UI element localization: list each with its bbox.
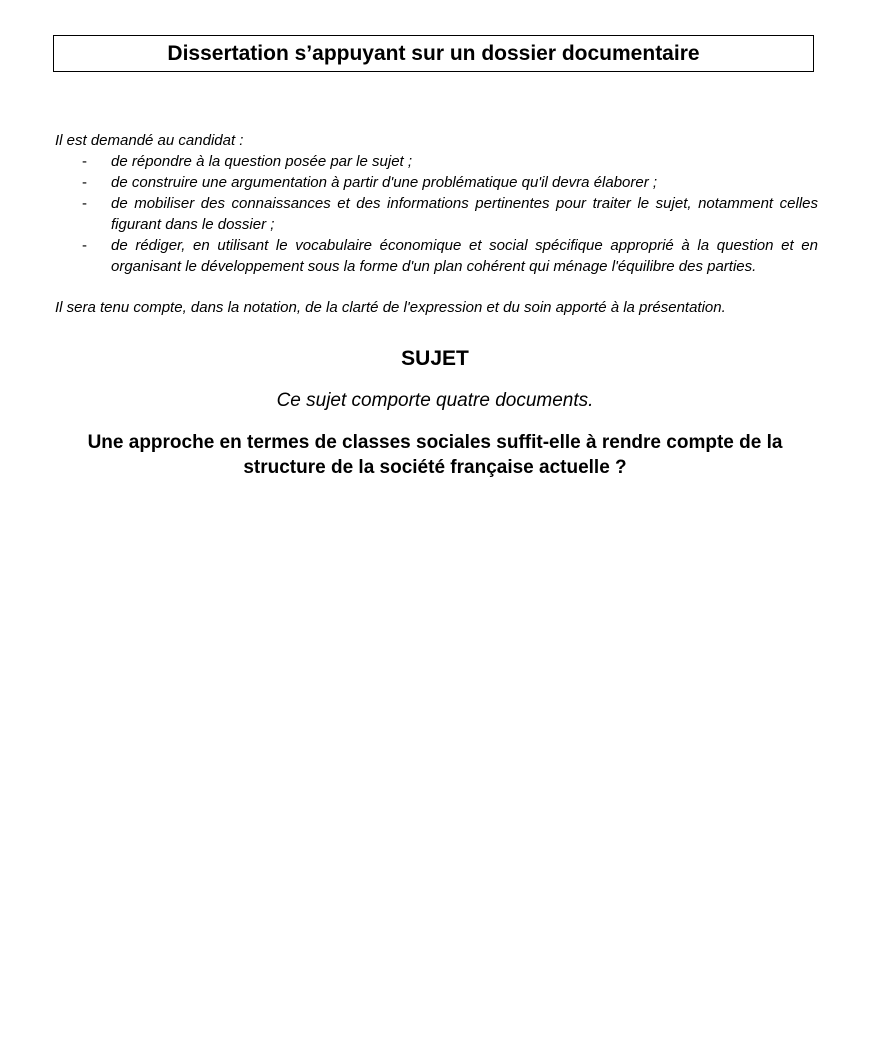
instructions-list — [55, 151, 818, 277]
grading-note: Il sera tenu compte, dans la notation, de la clarté de l'expression et du soin apporté à la présentation. — [55, 299, 726, 316]
sujet-question: Une approche en termes de classes sociales suffit-elle à rendre compte de la structure de la société française actuelle ? — [87, 432, 783, 478]
list-item-text: de répondre à la question posée par le sujet ; — [111, 153, 413, 170]
list-dash: - — [82, 237, 87, 254]
list-dash: - — [82, 195, 87, 212]
list-item — [55, 172, 818, 193]
instructions-intro: Il est demandé au candidat : — [55, 132, 244, 149]
list-item — [55, 193, 818, 235]
list-item — [55, 151, 818, 172]
sujet-subheading: Ce sujet comporte quatre documents. — [276, 390, 594, 411]
title-box — [53, 35, 814, 72]
sujet-heading: SUJET — [401, 347, 469, 370]
list-item-text: de mobiliser des connaissances et des informations pertinentes pour traiter le sujet, notamment celles figurant dans le dossier ; — [111, 195, 818, 233]
list-dash: - — [82, 153, 87, 170]
page-title: Dissertation s’appuyant sur un dossier documentaire — [167, 42, 700, 65]
list-item — [55, 235, 818, 277]
list-item-text: de rédiger, en utilisant le vocabulaire économique et social spécifique approprié à la question et en organisant le développement sous la forme d'un plan cohérent qui ménage l'équilibre des parties. — [111, 237, 818, 275]
instructions-block — [55, 130, 818, 277]
list-item-text: de construire une argumentation à partir d'une problématique qu'il devra élaborer ; — [111, 174, 658, 191]
list-dash: - — [82, 174, 87, 191]
